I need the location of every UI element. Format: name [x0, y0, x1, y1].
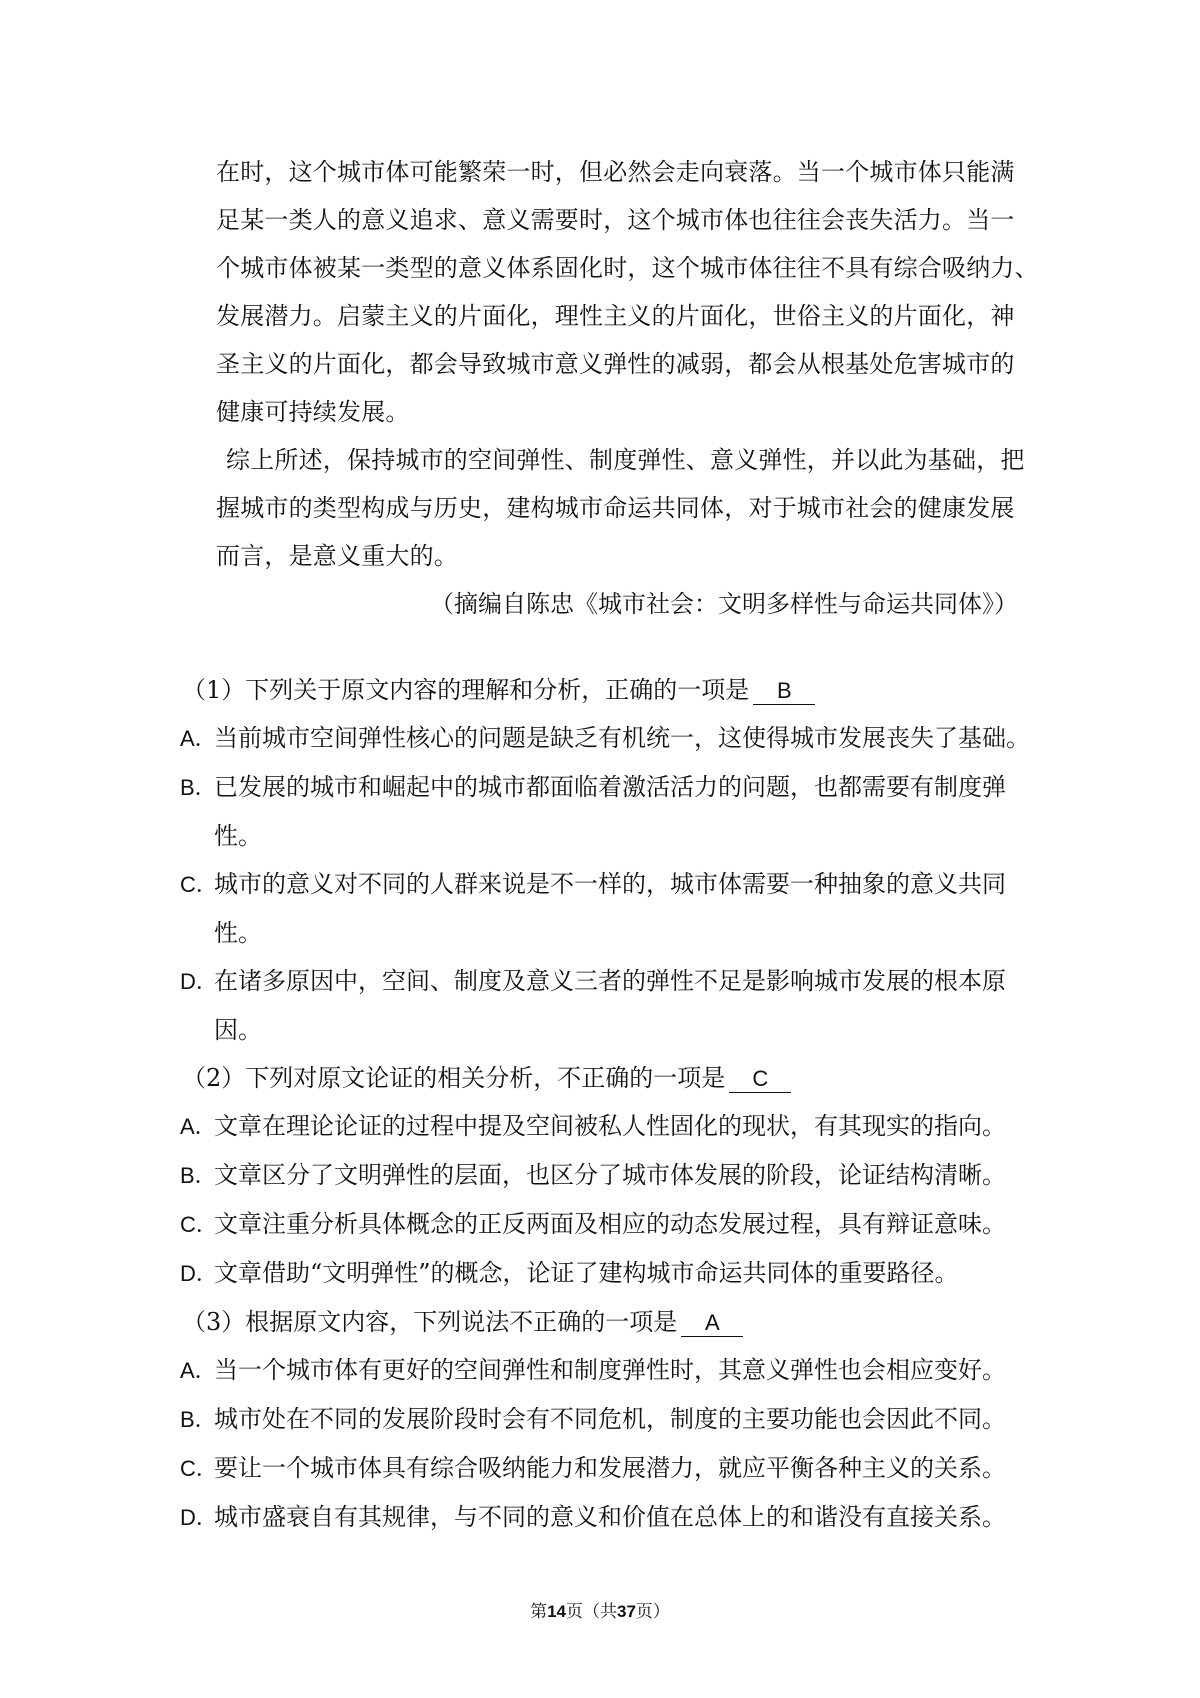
option-letter: D．: [180, 1505, 218, 1530]
passage-line: 综上所述，保持城市的空间弹性、制度弹性、意义弹性，并以此为基础，把: [226, 446, 1025, 474]
question-stem-text: （1）下列关于原文内容的理解和分析，正确的一项是: [182, 676, 750, 704]
page-total: 37: [617, 1602, 636, 1621]
passage-line: 健康可持续发展。: [216, 398, 410, 426]
option-letter: C．: [180, 872, 218, 897]
question-3: [180, 1298, 1060, 1542]
option-letter: A．: [180, 1114, 217, 1139]
option-text: 文章区分了文明弹性的层面，也区分了城市体发展的阶段，论证结构清晰。: [214, 1161, 1006, 1189]
option-text-continued: 因。: [214, 1016, 262, 1044]
answer-blank: A: [681, 1310, 743, 1337]
option-letter: B．: [180, 1163, 217, 1188]
question-stem: [180, 666, 1060, 714]
source-citation: （摘编自陈忠《城市社会：文明多样性与命运共同体》）: [430, 590, 1018, 618]
option-letter: D．: [180, 1261, 218, 1286]
question-2: [180, 1054, 1060, 1298]
option-text: 已发展的城市和崛起中的城市都面临着激活活力的问题，也都需要有制度弹: [214, 773, 1006, 801]
option-text: 文章注重分析具体概念的正反两面及相应的动态发展过程，具有辩证意味。: [214, 1210, 1006, 1238]
option-d: [180, 1493, 1060, 1542]
footer-prefix: 第: [530, 1602, 548, 1622]
option-b: [180, 1395, 1060, 1444]
passage-line: 个城市体被某一类型的意义体系固化时，这个城市体往往不具有综合吸纳力、: [216, 254, 1039, 282]
option-letter: D．: [180, 969, 218, 994]
option-letter: C．: [180, 1212, 218, 1237]
passage-line: 发展潜力。启蒙主义的片面化，理性主义的片面化，世俗主义的片面化，神: [216, 302, 1015, 330]
option-text: 文章借助“文明弹性”的概念，论证了建构城市命运共同体的重要路径。: [214, 1259, 959, 1287]
option-a: [180, 714, 1060, 763]
option-letter: A．: [180, 726, 217, 751]
option-letter: C．: [180, 1456, 218, 1481]
option-b: [180, 1151, 1060, 1200]
passage-line: 而言，是意义重大的。: [216, 542, 458, 570]
option-text: 城市的意义对不同的人群来说是不一样的，城市体需要一种抽象的意义共同: [214, 870, 1006, 898]
answer-blank: B: [753, 678, 815, 705]
passage-line: 在时，这个城市体可能繁荣一时，但必然会走向衰落。当一个城市体只能满: [216, 158, 1015, 186]
option-d: [180, 957, 1060, 1054]
option-text-continued: 性。: [214, 919, 262, 947]
passage-line: 圣主义的片面化，都会导致城市意义弹性的减弱，都会从根基处危害城市的: [216, 350, 1015, 378]
reading-passage: [216, 148, 1039, 580]
footer-suffix: 页）: [635, 1602, 670, 1622]
option-letter: A．: [180, 1358, 217, 1383]
question-stem: [180, 1054, 1060, 1102]
option-text-continued: 性。: [214, 822, 262, 850]
option-c: [180, 1444, 1060, 1493]
option-text: 当前城市空间弹性核心的问题是缺乏有机统一，这使得城市发展丧失了基础。: [214, 724, 1030, 752]
footer-middle: 页（共: [566, 1602, 617, 1622]
option-text: 文章在理论论证的过程中提及空间被私人性固化的现状，有其现实的指向。: [214, 1112, 1006, 1140]
option-c: [180, 860, 1060, 957]
option-a: [180, 1346, 1060, 1395]
passage-line: 握城市的类型构成与历史，建构城市命运共同体，对于城市社会的健康发展: [216, 494, 1015, 522]
question-list: [180, 666, 1060, 1542]
option-d: [180, 1249, 1060, 1298]
option-text: 城市处在不同的发展阶段时会有不同危机，制度的主要功能也会因此不同。: [214, 1405, 1006, 1433]
page-number: 14: [547, 1602, 566, 1621]
option-letter: B．: [180, 775, 217, 800]
page-footer: [0, 1600, 1200, 1624]
answer-blank: C: [729, 1066, 791, 1093]
option-text: 要让一个城市体具有综合吸纳能力和发展潜力，就应平衡各种主义的关系。: [214, 1454, 1006, 1482]
question-stem-text: （3）根据原文内容，下列说法不正确的一项是: [182, 1308, 678, 1336]
option-letter: B．: [180, 1407, 217, 1432]
option-text: 城市盛衰自有其规律，与不同的意义和价值在总体上的和谐没有直接关系。: [214, 1503, 1006, 1531]
option-b: [180, 763, 1060, 860]
option-text: 在诸多原因中，空间、制度及意义三者的弹性不足是影响城市发展的根本原: [214, 967, 1006, 995]
option-a: [180, 1102, 1060, 1151]
question-stem-text: （2）下列对原文论证的相关分析，不正确的一项是: [182, 1064, 726, 1092]
passage-line: 足某一类人的意义追求、意义需要时，这个城市体也往往会丧失活力。当一: [216, 206, 1015, 234]
question-1: [180, 666, 1060, 1054]
option-c: [180, 1200, 1060, 1249]
option-text: 当一个城市体有更好的空间弹性和制度弹性时，其意义弹性也会相应变好。: [214, 1356, 1006, 1384]
question-stem: [180, 1298, 1060, 1346]
